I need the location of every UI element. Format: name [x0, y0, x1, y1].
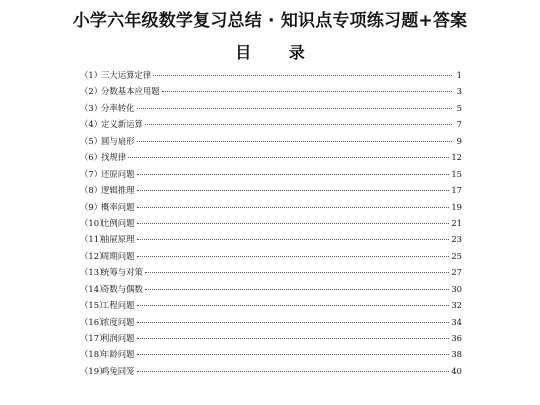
toc-entry-page: 1: [456, 70, 462, 80]
toc-entry[interactable]: [80, 199, 462, 215]
toc-dot-leader: [145, 288, 449, 290]
toc-entry[interactable]: [80, 281, 462, 297]
toc-dot-leader: [137, 304, 450, 306]
toc-entry-page: 5: [456, 102, 462, 113]
toc-entry[interactable]: [80, 67, 462, 83]
toc-entry-title[interactable]: 抽屉原理: [101, 234, 135, 245]
toc-entry-title[interactable]: 利润问题: [101, 333, 135, 343]
toc-dot-leader: [137, 255, 450, 257]
toc-entry-title[interactable]: 比例问题: [101, 217, 135, 228]
toc-entry-page: 19: [451, 201, 462, 212]
toc-entry-page: 34: [451, 316, 462, 327]
toc-dot-leader: [137, 189, 450, 191]
toc-entry-number: （15）: [80, 300, 108, 311]
toc-entry-number: （11）: [80, 234, 108, 245]
toc-entry[interactable]: [80, 149, 462, 165]
toc-entry-number: （18）: [80, 349, 108, 360]
toc-entry-page: 23: [451, 234, 462, 245]
toc-entry-title[interactable]: 分数基本应用题: [101, 86, 160, 97]
toc-entry[interactable]: [80, 116, 462, 132]
toc-dot-leader: [162, 90, 452, 92]
toc-dot-leader: [137, 173, 450, 175]
toc-entry[interactable]: [80, 215, 462, 231]
toc-entry-number: （9）: [80, 201, 103, 212]
toc-entry-page: 25: [451, 250, 462, 261]
toc-entry-number: （10）: [80, 217, 108, 228]
toc-entry-page: 40: [451, 365, 462, 376]
toc-entry-number: （14）: [80, 283, 108, 294]
toc-dot-leader: [137, 140, 453, 142]
toc-entry-page: 15: [451, 168, 462, 179]
toc-entry-title[interactable]: 年龄问题: [101, 349, 135, 360]
document-title: 小学六年级数学复习总结 · 知识点专项练习题+答案: [72, 11, 468, 31]
toc-entry-number: （8）: [80, 185, 103, 196]
toc-entry-number: （12）: [80, 250, 108, 261]
toc-entry[interactable]: [80, 248, 462, 264]
toc-entry[interactable]: [80, 264, 462, 280]
toc-entry-title[interactable]: 周期问题: [101, 250, 135, 261]
toc-entry-title[interactable]: 统筹与对策: [101, 267, 143, 278]
toc-entry[interactable]: [80, 133, 462, 149]
toc-entry-page: 32: [451, 300, 462, 311]
toc-dot-leader: [137, 353, 450, 355]
toc-entry-page: 9: [456, 135, 462, 146]
toc-entry-page: 36: [451, 333, 462, 343]
toc-entry[interactable]: [80, 346, 462, 362]
toc-entry-title[interactable]: 圆与扇形: [101, 135, 135, 146]
toc-entry[interactable]: [80, 314, 462, 330]
toc-dot-leader: [137, 370, 450, 372]
toc-dot-leader: [128, 156, 449, 158]
toc-entry-number: （19）: [80, 365, 108, 376]
toc-entry[interactable]: [80, 330, 462, 346]
toc-entry-title[interactable]: 逻辑推理: [101, 185, 135, 196]
toc-entry[interactable]: [80, 100, 462, 116]
toc-entry-page: 17: [451, 185, 462, 196]
toc-entry-page: 30: [451, 283, 462, 294]
toc-entry-number: （13）: [80, 267, 108, 278]
toc-entry[interactable]: [80, 166, 462, 182]
toc-entry[interactable]: [80, 363, 462, 379]
toc-dot-leader: [145, 123, 452, 125]
toc-dot-leader: [153, 74, 452, 76]
toc-entry-page: 12: [451, 152, 462, 163]
toc-entry-page: 21: [451, 217, 462, 228]
toc-entry-title[interactable]: 分率转化: [101, 102, 135, 113]
toc-dot-leader: [137, 107, 453, 109]
toc-entry-number: （7）: [80, 168, 103, 179]
toc-entry-title[interactable]: 找规律: [101, 152, 127, 163]
toc-dot-leader: [137, 206, 450, 208]
toc-dot-leader: [137, 337, 450, 339]
toc-dot-leader: [137, 321, 450, 323]
toc-entry-number: （17）: [80, 333, 108, 343]
table-of-contents: [80, 67, 462, 379]
toc-entry-title[interactable]: 三大运算定律: [101, 70, 152, 80]
toc-entry[interactable]: [80, 297, 462, 313]
toc-entry-number: （4）: [80, 119, 103, 130]
toc-entry-page: 3: [456, 86, 462, 97]
toc-entry-number: （5）: [80, 135, 103, 146]
toc-entry-page: 7: [456, 119, 462, 130]
toc-entry-number: （6）: [80, 152, 103, 163]
toc-entry-number: （3）: [80, 102, 103, 113]
toc-entry-page: 38: [451, 349, 462, 360]
toc-entry[interactable]: [80, 231, 462, 247]
toc-entry[interactable]: [80, 182, 462, 198]
toc-entry-number: （16）: [80, 316, 108, 327]
toc-dot-leader: [137, 222, 450, 224]
toc-heading: 目 录: [235, 43, 321, 62]
toc-entry-page: 27: [451, 267, 462, 278]
toc-entry-title[interactable]: 定义新运算: [101, 119, 143, 130]
toc-entry-title[interactable]: 工程问题: [101, 300, 135, 311]
toc-dot-leader: [137, 238, 450, 240]
toc-dot-leader: [145, 271, 449, 273]
toc-entry-number: （1）: [80, 70, 103, 80]
toc-entry-title[interactable]: 概率问题: [101, 201, 135, 212]
toc-entry[interactable]: [80, 83, 462, 99]
toc-entry-title[interactable]: 鸡兔同笼: [101, 365, 135, 376]
toc-entry-title[interactable]: 奇数与偶数: [101, 283, 143, 294]
toc-entry-title[interactable]: 浓度问题: [101, 316, 135, 327]
toc-entry-number: （2）: [80, 86, 103, 97]
toc-entry-title[interactable]: 还原问题: [101, 168, 135, 179]
